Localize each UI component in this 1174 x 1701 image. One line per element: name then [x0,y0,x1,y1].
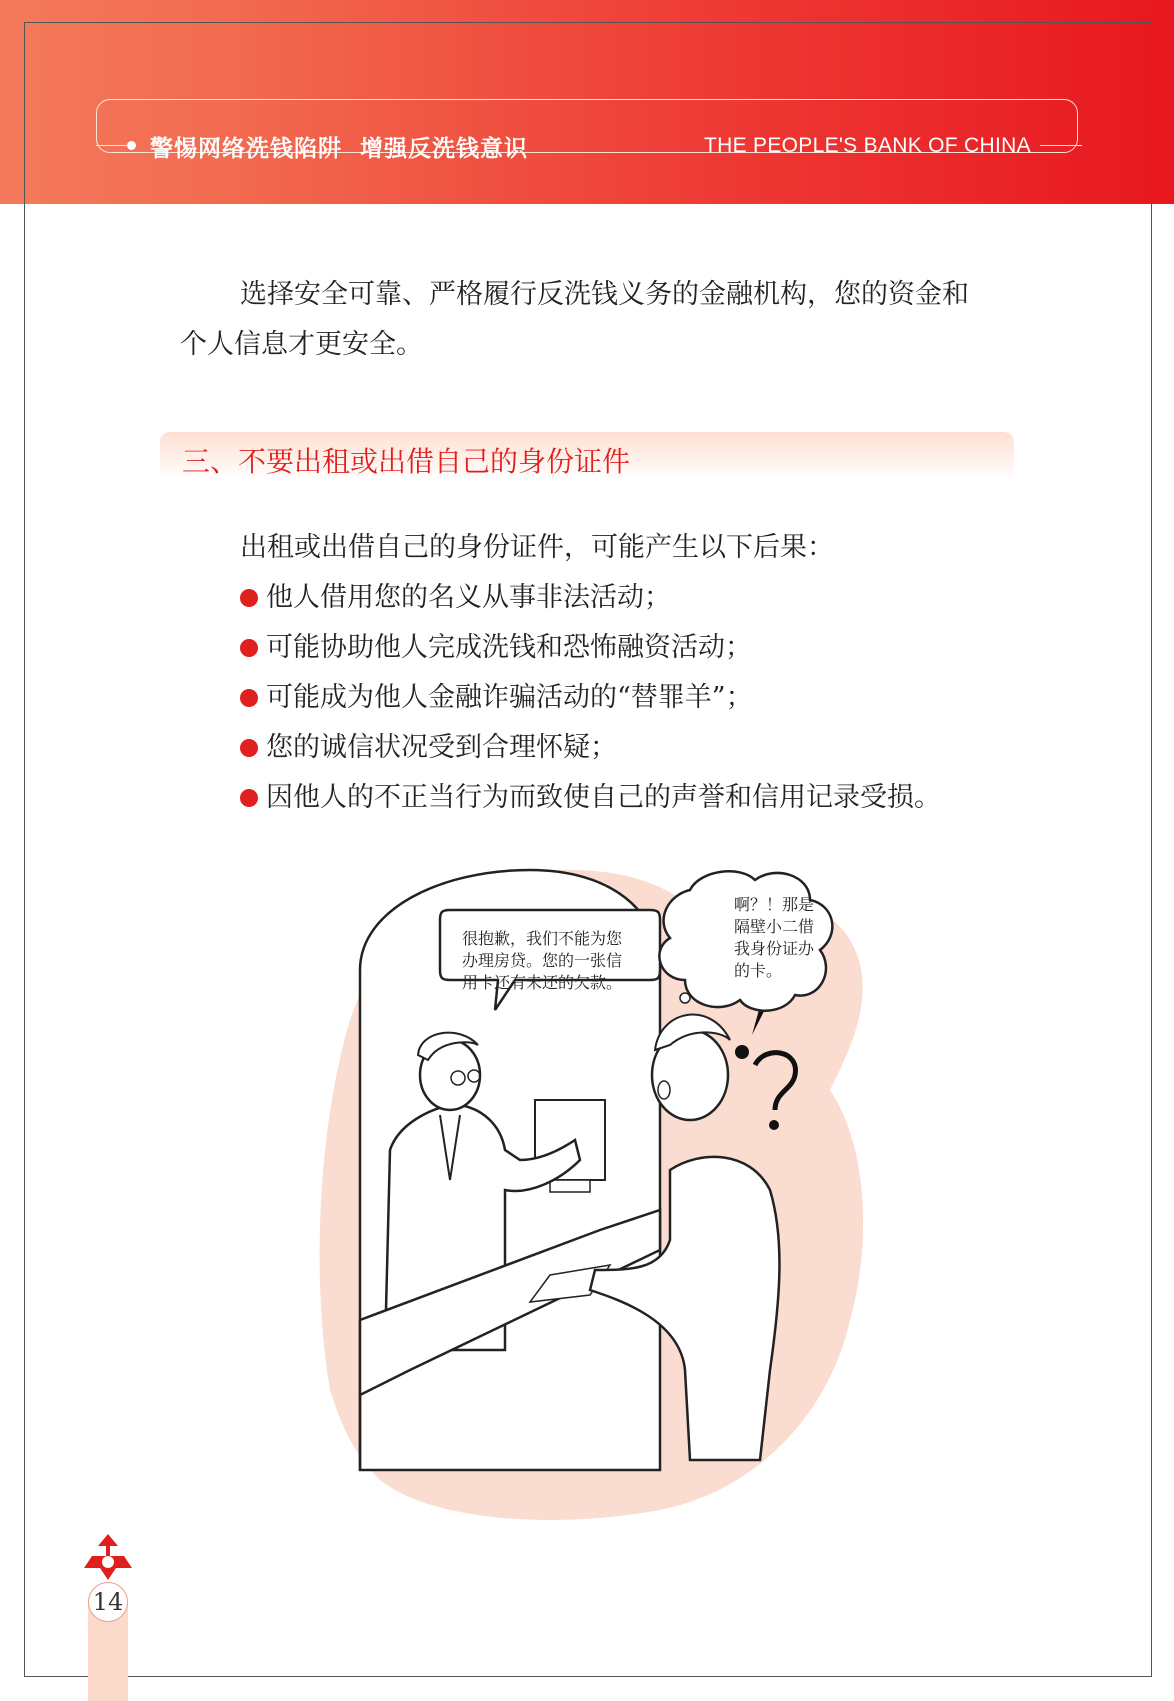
bullet-item [240,723,617,773]
thought-line: 啊？！那是 [734,895,815,914]
clerk-speech-line: 用卡还有未还的欠款。 [462,973,623,992]
intro-line-2: 个人信息才更安全。 [180,329,423,360]
header-brand: THE PEOPLE'S BANK OF CHINA [704,134,1031,157]
pboc-logo-icon [80,1532,136,1582]
bullet-item [240,623,752,673]
thought-line: 隔壁小二借 [734,917,815,936]
clerk-speech-line: 很抱歉，我们不能为您 [462,929,623,948]
header-title: 警惕网络洗钱陷阱 增强反洗钱意识 [150,136,529,162]
customer-thought-bubble [734,894,852,982]
bullet-text: 可能协助他人完成洗钱和恐怖融资活动； [266,632,752,663]
bullet-item [240,773,941,823]
clerk-speech-bubble [462,928,646,994]
intro-line-1: 选择安全可靠、严格履行反洗钱义务的金融机构，您的资金和 [240,279,969,310]
bullet-dot-icon [240,639,258,657]
section-lead: 出租或出借自己的身份证件，可能产生以下后果： [240,532,834,563]
bullet-text: 可能成为他人金融诈骗活动的“替罪羊”； [266,682,753,713]
bullet-text: 因他人的不正当行为而致使自己的声誉和信用记录受损。 [266,782,941,813]
page-number: 14 [88,1582,128,1622]
section-title: 三、不要出租或出借自己的身份证件 [182,445,631,478]
bullet-dot-icon [240,739,258,757]
bullet-item [240,573,671,623]
bullet-dot-icon [240,789,258,807]
bullet-dot-icon [240,689,258,707]
thought-line: 的卡。 [734,961,783,980]
bullet-text: 他人借用您的名义从事非法活动； [266,582,671,613]
bullet-dot-icon [240,589,258,607]
bullet-item [240,673,753,723]
clerk-speech-line: 办理房贷。您的一张信 [462,951,623,970]
bullet-text: 您的诚信状况受到合理怀疑； [266,732,617,763]
thought-line: 我身份证办 [734,939,815,958]
